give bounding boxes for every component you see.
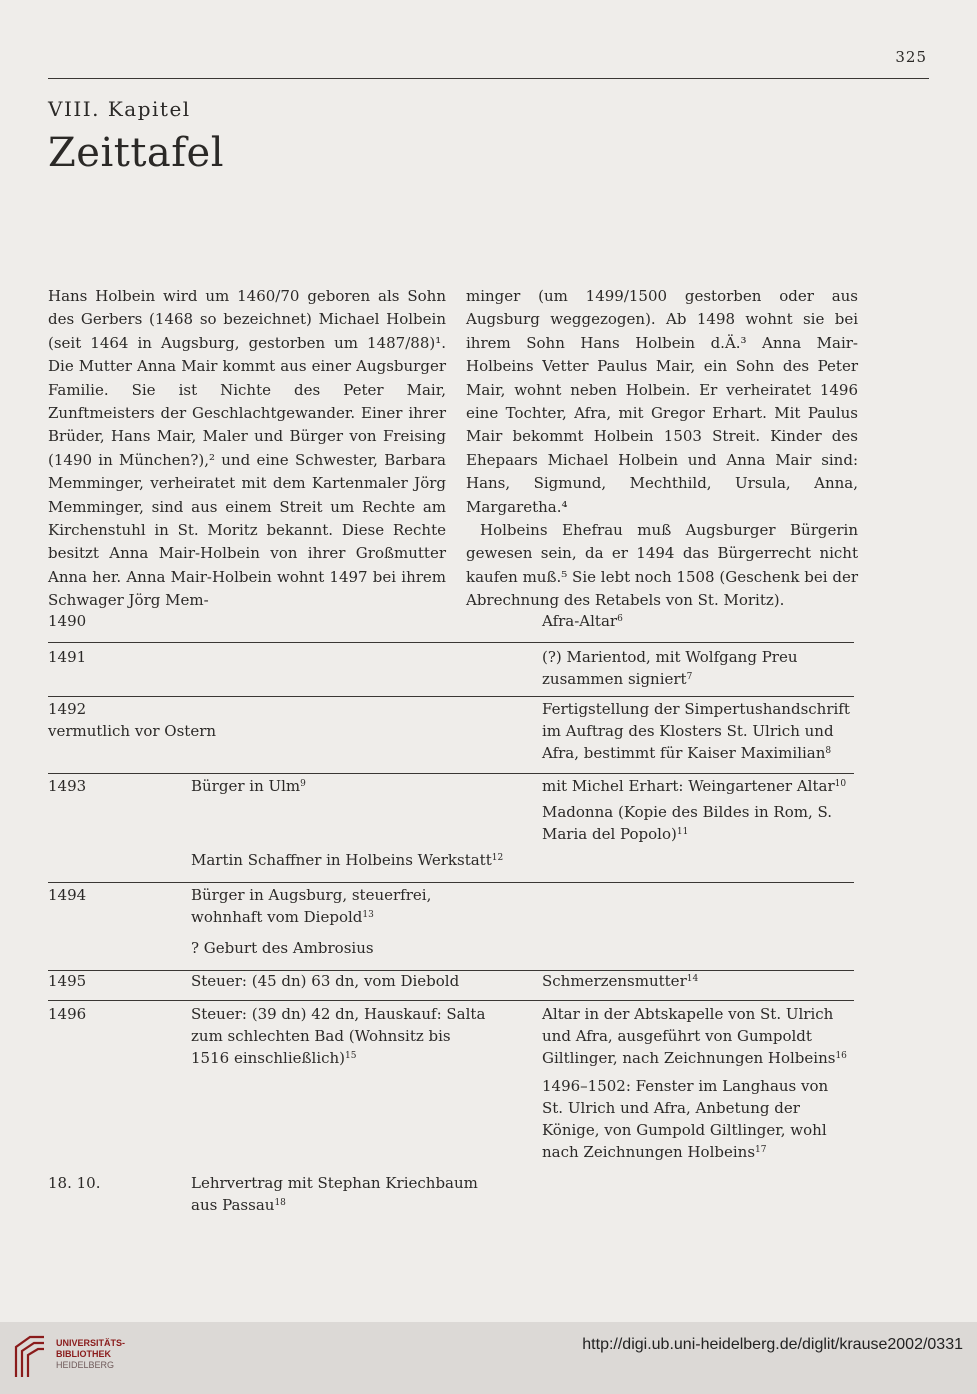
timeline-year: 1495 xyxy=(48,972,87,990)
timeline-year: 1492 xyxy=(48,700,87,718)
timeline-date: 18. 10. xyxy=(48,1174,101,1192)
timeline-life-event: Steuer: (39 dn) 42 dn, Hauskauf: Salta zum schlechten Bad (Wohnsitz bis 1516 einschließlich)$^{15}$ xyxy=(191,1005,486,1067)
chapter-title: Zeittafel xyxy=(48,130,225,176)
library-logo-icon xyxy=(10,1333,50,1381)
library-name: UNIVERSITÄTS- BIBLIOTHEK HEIDELBERG xyxy=(56,1338,126,1370)
timeline-work: Fertigstellung der Simpertushandschrift im Auftrag des Klosters St. Ulrich und Afra, bestimmt für Kaiser Maximilian$^8$ xyxy=(542,700,850,762)
row-divider xyxy=(48,1000,854,1001)
timeline-year: 1494 xyxy=(48,886,87,904)
timeline-work: Madonna (Kopie des Bildes in Rom, S. Maria del Popolo)$^{11}$ xyxy=(542,803,833,843)
timeline-life-event: ? Geburt des Ambrosius xyxy=(191,939,374,957)
intro-paragraph: minger (um 1499/1500 gestorben oder aus Augsburg weggezogen). Ab 1498 wohnt sie bei ihrem Sohn Hans Holbein d.Ä.³ Anna Mair-Holbeins Vetter Paulus Mair, ein Sohn des Peter Mair, wohnt neben Holbein. Er verheiratet 1496 eine Tochter, Afra, mit Gregor Erhart. Mit Paulus Mair bekommt Holbein 1503 Streit. Kinder des Ehepaars Michael Holbein und Anna Mair sind: Hans, Sigmund, Mechthild, Ursula, Anna, Margaretha.⁴ xyxy=(466,287,858,516)
timeline-life-event: Steuer: (45 dn) 63 dn, vom Diebold xyxy=(191,972,460,990)
row-divider xyxy=(48,773,854,774)
row-divider xyxy=(48,642,854,643)
header-rule xyxy=(48,78,929,79)
intro-paragraph: Hans Holbein wird um 1460/70 geboren als Sohn des Gerbers (1468 so bezeichnet) Michael Holbein (seit 1464 in Augsburg, gestorben um 1487/88)¹. Die Mutter Anna Mair kommt aus einer Augsburger Familie. Sie ist Nichte des Peter Mair, Zunftmeisters der Geschlachtgewander. Einer ihrer Brüder, Hans Mair, Maler und Bürger von Freising (1490 in München?),² und eine Schwester, Barbara Memminger, verheiratet mit dem Kartenmaler Jörg Memminger, sind aus einem Streit um Rechte am Kirchenstuhl in St. Moritz bekannt. Diese Rechte besitzt Anna Mair-Holbein von ihrer Großmutter Anna her. Anna Mair-Holbein wohnt 1497 bei ihrem Schwager Jörg Mem- xyxy=(48,287,446,610)
row-divider xyxy=(48,882,854,883)
timeline-year: 1490 xyxy=(48,612,87,630)
timeline-life-event: Bürger in Augsburg, steuerfrei, wohnhaft vom Diepold$^{13}$ xyxy=(191,886,432,926)
timeline-work: Afra-Altar$^6$ xyxy=(542,612,623,630)
source-url-link[interactable]: http://digi.ub.uni-heidelberg.de/diglit/krause2002/0331 xyxy=(582,1336,963,1353)
footer-bar xyxy=(0,1322,977,1394)
intro-column-right xyxy=(466,285,858,613)
intro-paragraph: Holbeins Ehefrau muß Augsburger Bürgerin gewesen sein, da er 1494 das Bürgerrecht nicht kaufen muß.⁵ Sie lebt noch 1508 (Geschenk bei der Abrechnung des Retabels von St. Moritz). xyxy=(466,521,858,610)
timeline-life-event: Lehrvertrag mit Stephan Kriechbaum aus Passau$^{18}$ xyxy=(191,1174,478,1214)
timeline-work: 1496–1502: Fenster im Langhaus von St. Ulrich und Afra, Anbetung der Könige, von Gumpold Giltlinger, wohl nach Zeichnungen Holbeins$^{17}$ xyxy=(542,1077,829,1161)
page-number: 325 xyxy=(895,48,927,66)
timeline-life-event: Bürger in Ulm$^9$ xyxy=(191,777,306,795)
chapter-label: VIII. Kapitel xyxy=(48,97,191,121)
timeline-work: mit Michel Erhart: Weingartener Altar$^{10}$ xyxy=(542,777,847,795)
row-divider xyxy=(48,696,854,697)
intro-column-left xyxy=(48,285,446,613)
timeline-work: (?) Marientod, mit Wolfgang Preu zusammen signiert$^7$ xyxy=(542,648,798,688)
timeline-year: 1491 xyxy=(48,648,87,666)
timeline-date: vermutlich vor Ostern xyxy=(48,722,217,740)
timeline-work: Schmerzensmutter$^{14}$ xyxy=(542,972,699,990)
timeline-work: Altar in der Abtskapelle von St. Ulrich und Afra, ausgeführt von Gumpoldt Giltlinger, nach Zeichnungen Holbeins$^{16}$ xyxy=(542,1005,847,1067)
timeline-year: 1496 xyxy=(48,1005,87,1023)
timeline-life-event: Martin Schaffner in Holbeins Werkstatt$^{12}$ xyxy=(191,851,504,869)
timeline-year: 1493 xyxy=(48,777,87,795)
